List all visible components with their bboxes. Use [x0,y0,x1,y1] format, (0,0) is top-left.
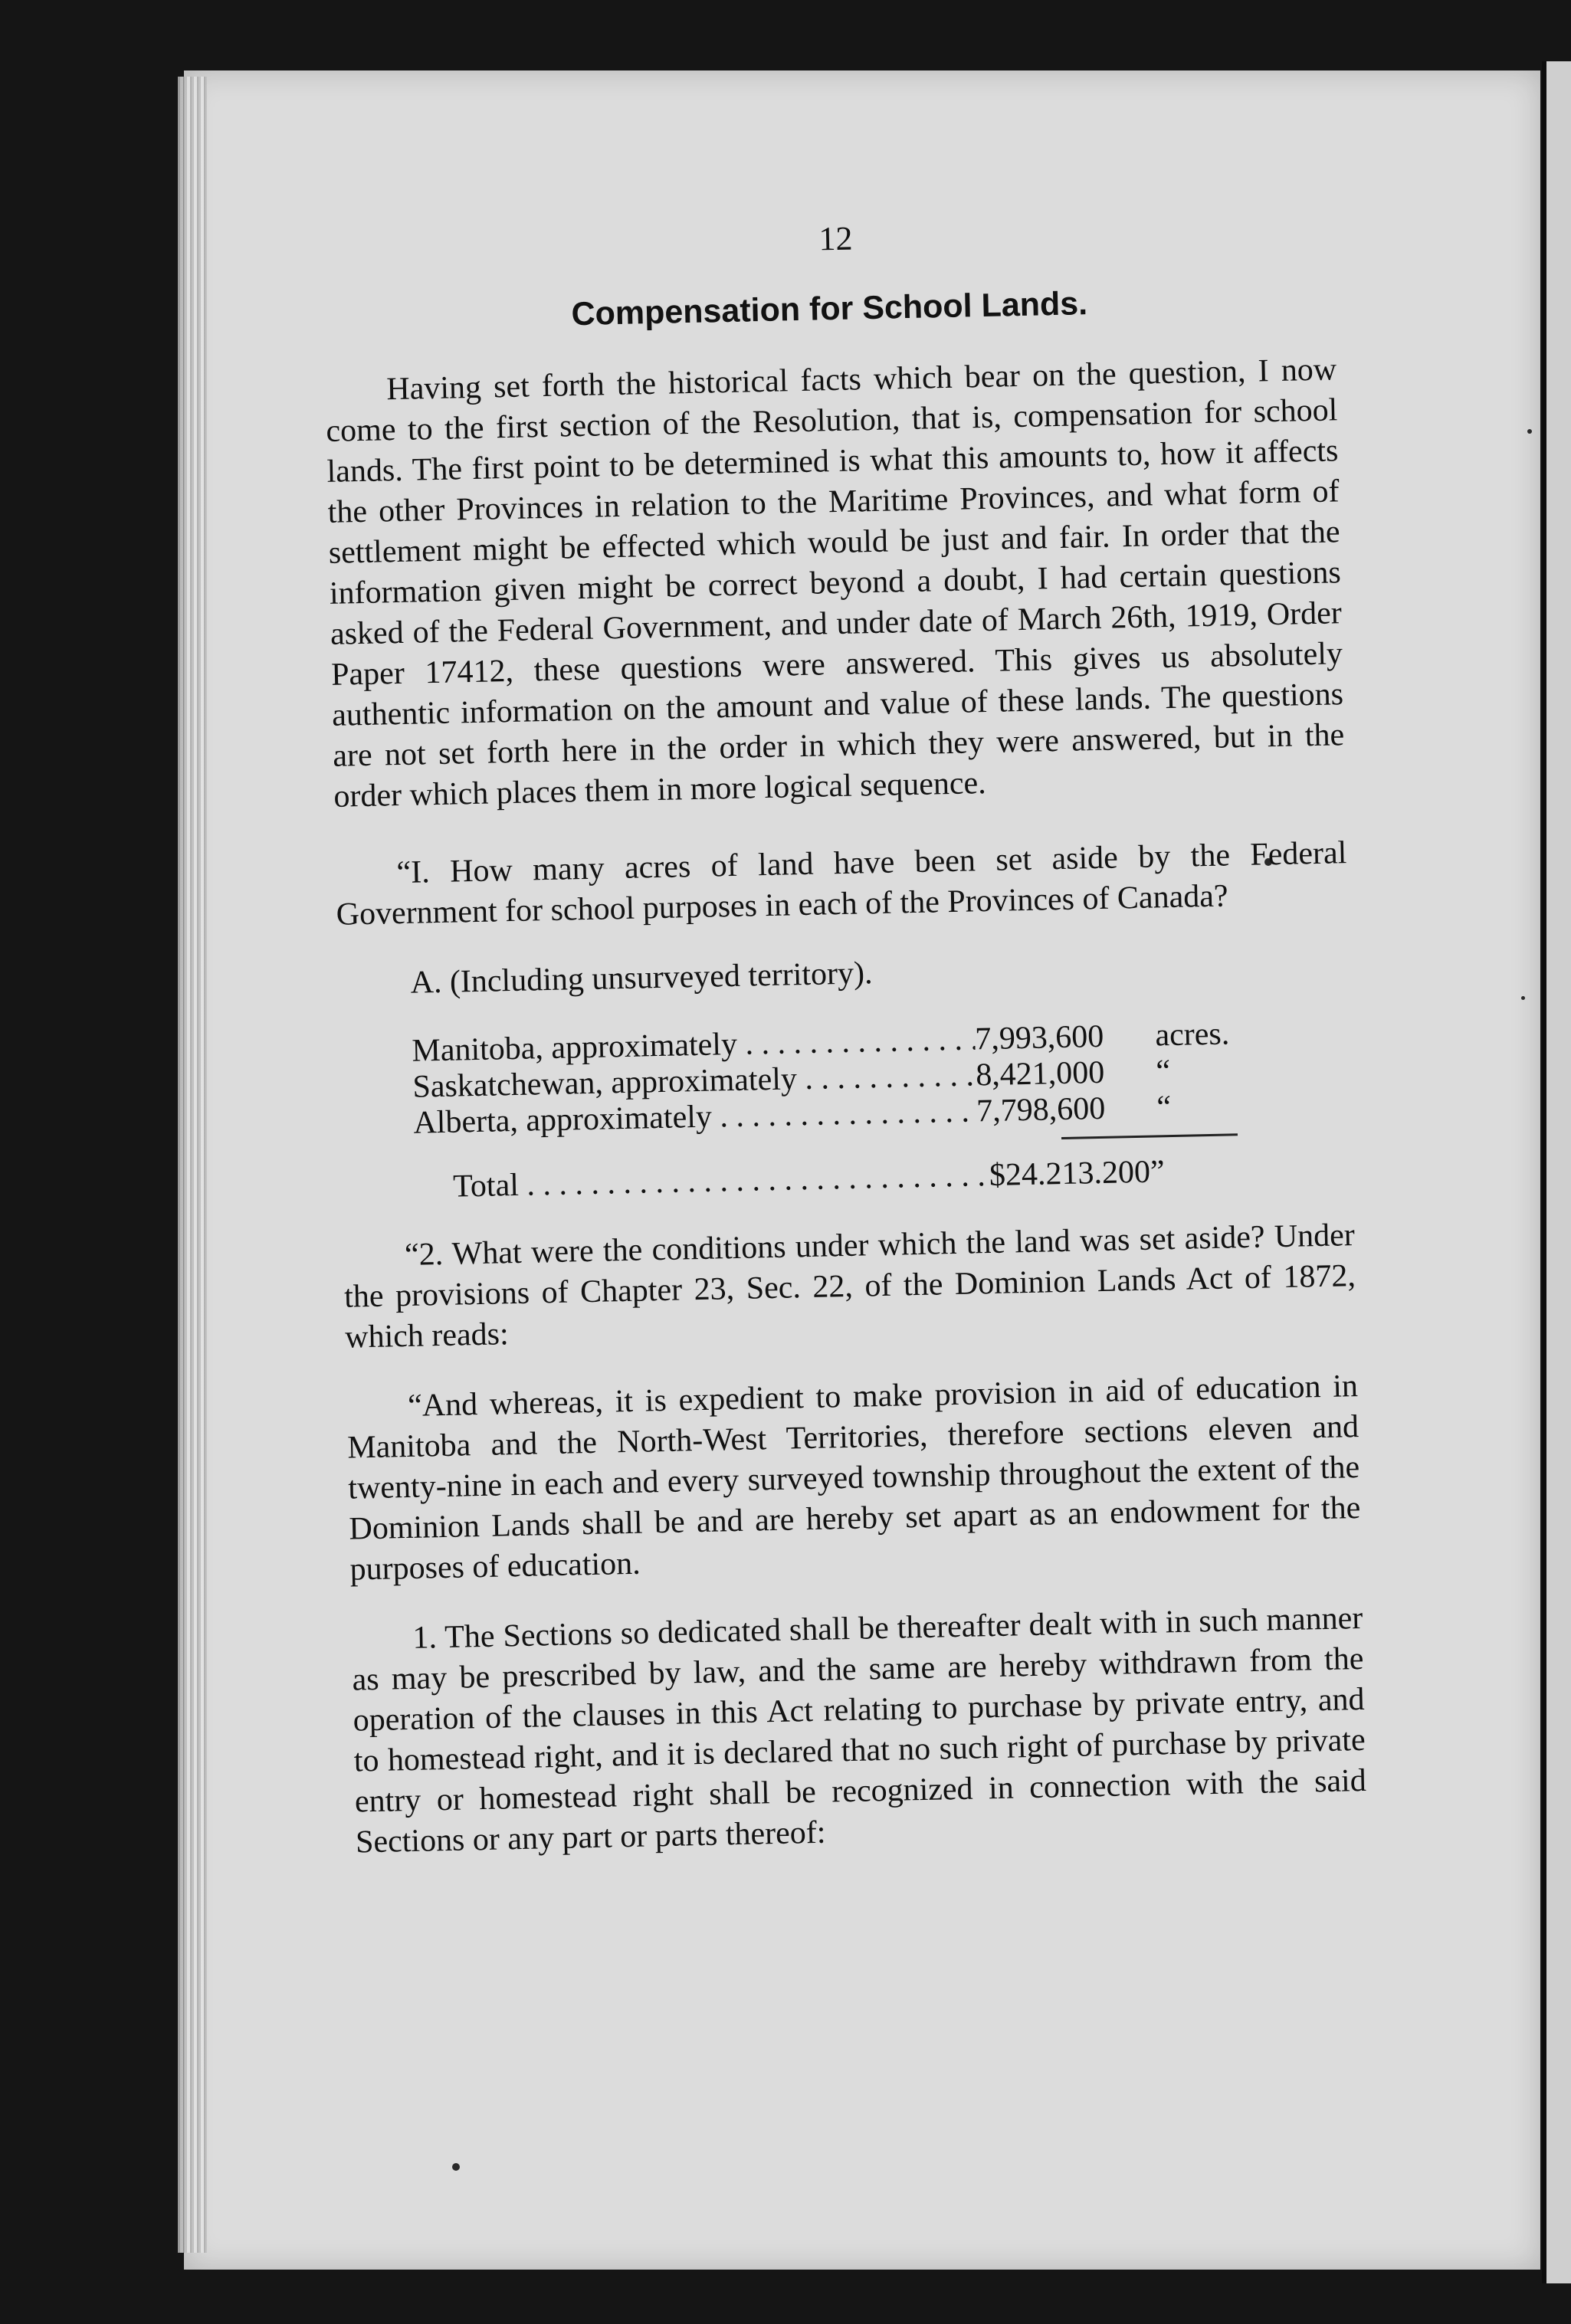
total-value: $24.213.200” [989,1154,1166,1194]
acreage-table [339,1014,1353,1208]
province-name: Saskatchewan, approximately . . . [412,1057,976,1105]
acreage-unit: acres. [1154,1016,1230,1054]
acreage-value: 7,993,600 [974,1018,1104,1057]
province-name: Manitoba, approximately . . . [412,1021,976,1069]
province-name: Alberta, approximately . . . [413,1093,977,1141]
total-row [415,1150,1354,1206]
page-number: 12 [818,219,853,258]
total-label: Total . . . [453,1158,990,1205]
question-2: “2. What were the conditions under which the land was set aside? Under the provisions of Chapter 23, Sec. 22, of the Dominion Lands Act of 1872, which reads: [343,1218,1356,1355]
total-rule [1061,1133,1238,1139]
acreage-unit: “ [1155,1054,1171,1090]
intro-paragraph: Having set forth the historical facts which bear on the question, I now come to the first section of the Resolution, that is, compensation for school lands. The first point to be determined is what this amounts to, how it affects the other Provinces in relation to the Maritime Provinces, and what form of settlement might be effected which would be just and fair. In order that the information given might be correct beyond a doubt, I had certain questions asked of the Federal Government, and under date of March 26th, 1919, Order Paper 17412, these questions were answered. This gives us absolutely authentic information on the amount and value of these lands. The questions are not set forth here in the order in which they were answered, but in the order which places them in more logical sequence. [326,352,1345,815]
act-quote: “And whereas, it is expedient to make provision in aid of education in Manitoba and the North-West Territories, therefore sections eleven and twenty-nine in each and every surveyed township throughout the extent of the Dominion Lands shall be and are hereby set apart as an endowment for the purposes of education. [346,1369,1361,1588]
binding-edge [178,77,207,2253]
acreage-unit: “ [1156,1090,1172,1126]
clause-1: 1. The Sections so dedicated shall be thereafter dealt with in such manner as may be prescribed by law, and the same are hereby withdrawn from the operation of the clauses in this Act relating to purchase by private entry, and to homestead right, and it is declared that no such right of purchase by private entry or homestead right shall be recognized in connection with the said Sections or any part or parts thereof: [352,1600,1367,1860]
scan-speck [1527,429,1532,434]
section-heading: Compensation for School Lands. [571,285,1088,333]
question-1: “I. How many acres of land have been set aside by the Federal Government for school purposes in each of the Provinces of Canada? [336,835,1347,933]
acreage-value: 8,421,000 [975,1054,1105,1093]
acreage-value: 7,798,600 [976,1090,1106,1129]
adjacent-page-edge [1542,61,1571,2283]
scan-speck [452,2163,460,2171]
scan-speck [1521,996,1525,1000]
subheading: A. (Including unsurveyed territory). [410,955,873,1001]
page-content [322,208,1367,1863]
